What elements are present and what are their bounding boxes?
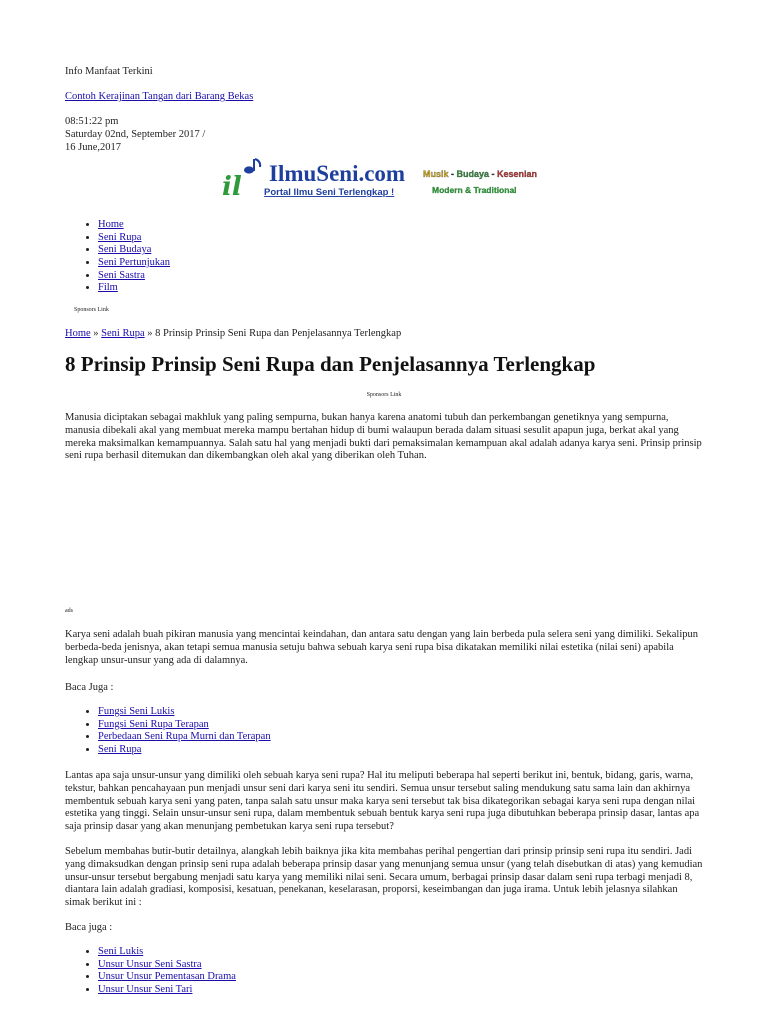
related-link[interactable]: Seni Lukis: [98, 946, 144, 957]
list-item: [98, 731, 271, 744]
logo-wordmark: IlmuSeni.com: [269, 161, 406, 186]
nav-link-seni-sastra[interactable]: Seni Sastra: [98, 269, 145, 281]
logo-graphic: [220, 158, 560, 200]
post-date: 16 June,2017: [65, 141, 121, 153]
date-time-block: [65, 116, 205, 154]
slogan-separator: -: [489, 169, 498, 179]
related-link[interactable]: Fungsi Seni Rupa Terapan: [98, 718, 209, 730]
article-paragraph: Sebelum membahas butir-butir detailnya, alangkah lebih baiknya jika kita membahas perihal pengertian dari prinsip prinsip seni rupa itu sendiri. Jadi yang dimaksudkan dengan prinsip seni rupa adalah beberapa prinsip dasar yang menunjang semua unsur (yang telah disebutkan di atas) yang kemudian unsur-unsur tersebut bergabung menjadi satu karya yang memiliki nilai seni. Secara umum, berbagai prinsip dasar dalam seni rupa terbagi menjadi 8, diantara lain adalah gradiasi, komposisi, kesatuan, penekanan, keselarasan, proporsi, keseimbangan dan juga irama. Untuk lebih jelasnya silahkan simak berikut ini :: [65, 846, 703, 909]
main-navigation: [65, 219, 170, 295]
music-note-icon: [222, 159, 260, 200]
nav-link-film[interactable]: Film: [98, 282, 118, 294]
list-item: [98, 744, 271, 757]
article-title: 8 Prinsip Prinsip Seni Rupa dan Penjelasannya Terlengkap: [65, 352, 596, 376]
list-item: [98, 719, 271, 732]
sponsors-link-label: Sponsors Link: [74, 307, 109, 313]
breadcrumb-home-link[interactable]: Home: [65, 328, 91, 339]
related-link[interactable]: Unsur Unsur Pementasan Drama: [98, 971, 236, 983]
current-date: Saturday 02nd, September 2017 /: [65, 128, 206, 140]
nav-link-seni-rupa[interactable]: Seni Rupa: [98, 231, 142, 243]
nav-link-seni-pertunjukan[interactable]: Seni Pertunjukan: [98, 257, 171, 269]
sponsors-link-label: Sponsors Link: [366, 392, 402, 398]
nav-item-home: [98, 219, 170, 232]
article-paragraph: Lantas apa saja unsur-unsur yang dimiliki oleh sebuah karya seni rupa? Hal itu meliputi beberapa hal seperti berikut ini, bentuk, bidang, garis, warna, tekstur, bahkan pencahayaan pun menjadi unsur seni dari karya seni itu sendiri. Semua unsur tersebut saling mendukung satu sama lain dan akhirnya membentuk sebuah karya seni yang paten, tanpa salah satu unsur maka karya seni tersebut tak bisa dikategorikan sebagai karya seni rupa dengan nilai estetika yang tinggi. Selain unsur-unsur seni rupa, dalam membentuk sebuah bentuk karya seni rupa juga dibutuhkan beberapa prinsip dasar, lantas apa saja prinsip dasar yang akan menunjang pembetukan karya seni rupa tersebut?: [65, 770, 700, 833]
related-link[interactable]: Perbedaan Seni Rupa Murni dan Terapan: [98, 731, 271, 743]
breadcrumb-current: 8 Prinsip Prinsip Seni Rupa dan Penjelasannya Terlengkap: [155, 328, 402, 339]
nav-item-film: [98, 282, 170, 295]
slogan-culture: Budaya: [456, 169, 490, 179]
article-paragraph: Manusia diciptakan sebagai makhluk yang paling sempurna, bukan hanya karena anatomi tubuh dan perkembangan genetiknya yang sempurna, manusia dibekali akal yang membuat mereka mampu bertahan hidup di bumi walaupun berada dalam situasi sesulit apapun juga, berkat akal yang mereka maksimalkan kemampuannya. Salah satu hal yang menjadi bukti dari pemaksimalan kemampuan akal adalah adanya karya seni. Prinsip prinsip seni rupa berhasil ditemukan dan dikembangkan oleh akal yang diberikan oleh Tuhan.: [65, 412, 702, 462]
slogan-subtitle: Modern & Traditional: [432, 185, 517, 195]
read-also-label: Baca Juga :: [65, 682, 114, 693]
related-links-list: [65, 706, 271, 757]
logo-portal-tagline: Portal Ilmu Seni Terlengkap !: [264, 187, 395, 198]
related-links-list: [65, 946, 236, 997]
ads-label: ads: [65, 608, 73, 614]
slogan-music: Musik: [423, 169, 449, 179]
slogan-arts: Kesenian: [497, 169, 538, 179]
list-item: [98, 984, 236, 997]
list-item: [98, 959, 236, 972]
site-logo[interactable]: [220, 158, 560, 200]
list-item: [98, 706, 271, 719]
article-paragraph: Karya seni adalah buah pikiran manusia yang mencintai keindahan, dan antara satu dengan yang lain berbeda pula selera seni yang dimiliki. Sekalipun berbeda-beda jenisnya, akan tetapi semua manusia setuju bahwa sebuah karya seni rupa bisa dikatakan memiliki nilai estetika (nilai seni) apabila lengkap unsur-unsur yang ada di dalamnya.: [65, 629, 698, 666]
site-tagline: Info Manfaat Terkini: [65, 66, 153, 77]
svg-text:Musik - Budaya - Kesenian: [423, 169, 537, 179]
list-item: [98, 971, 236, 984]
list-item: [98, 946, 236, 959]
nav-link-home[interactable]: Home: [98, 219, 124, 230]
breadcrumb-category-link[interactable]: Seni Rupa: [101, 328, 145, 339]
nav-item-seni-pertunjukan: [98, 257, 170, 270]
nav-item-seni-rupa: [98, 232, 170, 245]
featured-article-link[interactable]: Contoh Kerajinan Tangan dari Barang Bekas: [65, 91, 254, 102]
current-time: 08:51:22 pm: [65, 116, 119, 127]
breadcrumb: [65, 328, 401, 341]
related-link[interactable]: Seni Rupa: [98, 744, 142, 756]
nav-item-seni-sastra: [98, 270, 170, 283]
related-link[interactable]: Unsur Unsur Seni Sastra: [98, 958, 202, 970]
related-link[interactable]: Fungsi Seni Lukis: [98, 706, 175, 717]
slogan-separator: -: [448, 169, 457, 179]
nav-item-seni-budaya: [98, 244, 170, 257]
svg-text:il: il: [222, 172, 242, 200]
related-link[interactable]: Unsur Unsur Seni Tari: [98, 984, 193, 996]
breadcrumb-separator: »: [90, 328, 102, 339]
nav-link-seni-budaya[interactable]: Seni Budaya: [98, 244, 152, 256]
breadcrumb-separator: »: [144, 328, 156, 339]
read-also-label: Baca juga :: [65, 922, 113, 933]
